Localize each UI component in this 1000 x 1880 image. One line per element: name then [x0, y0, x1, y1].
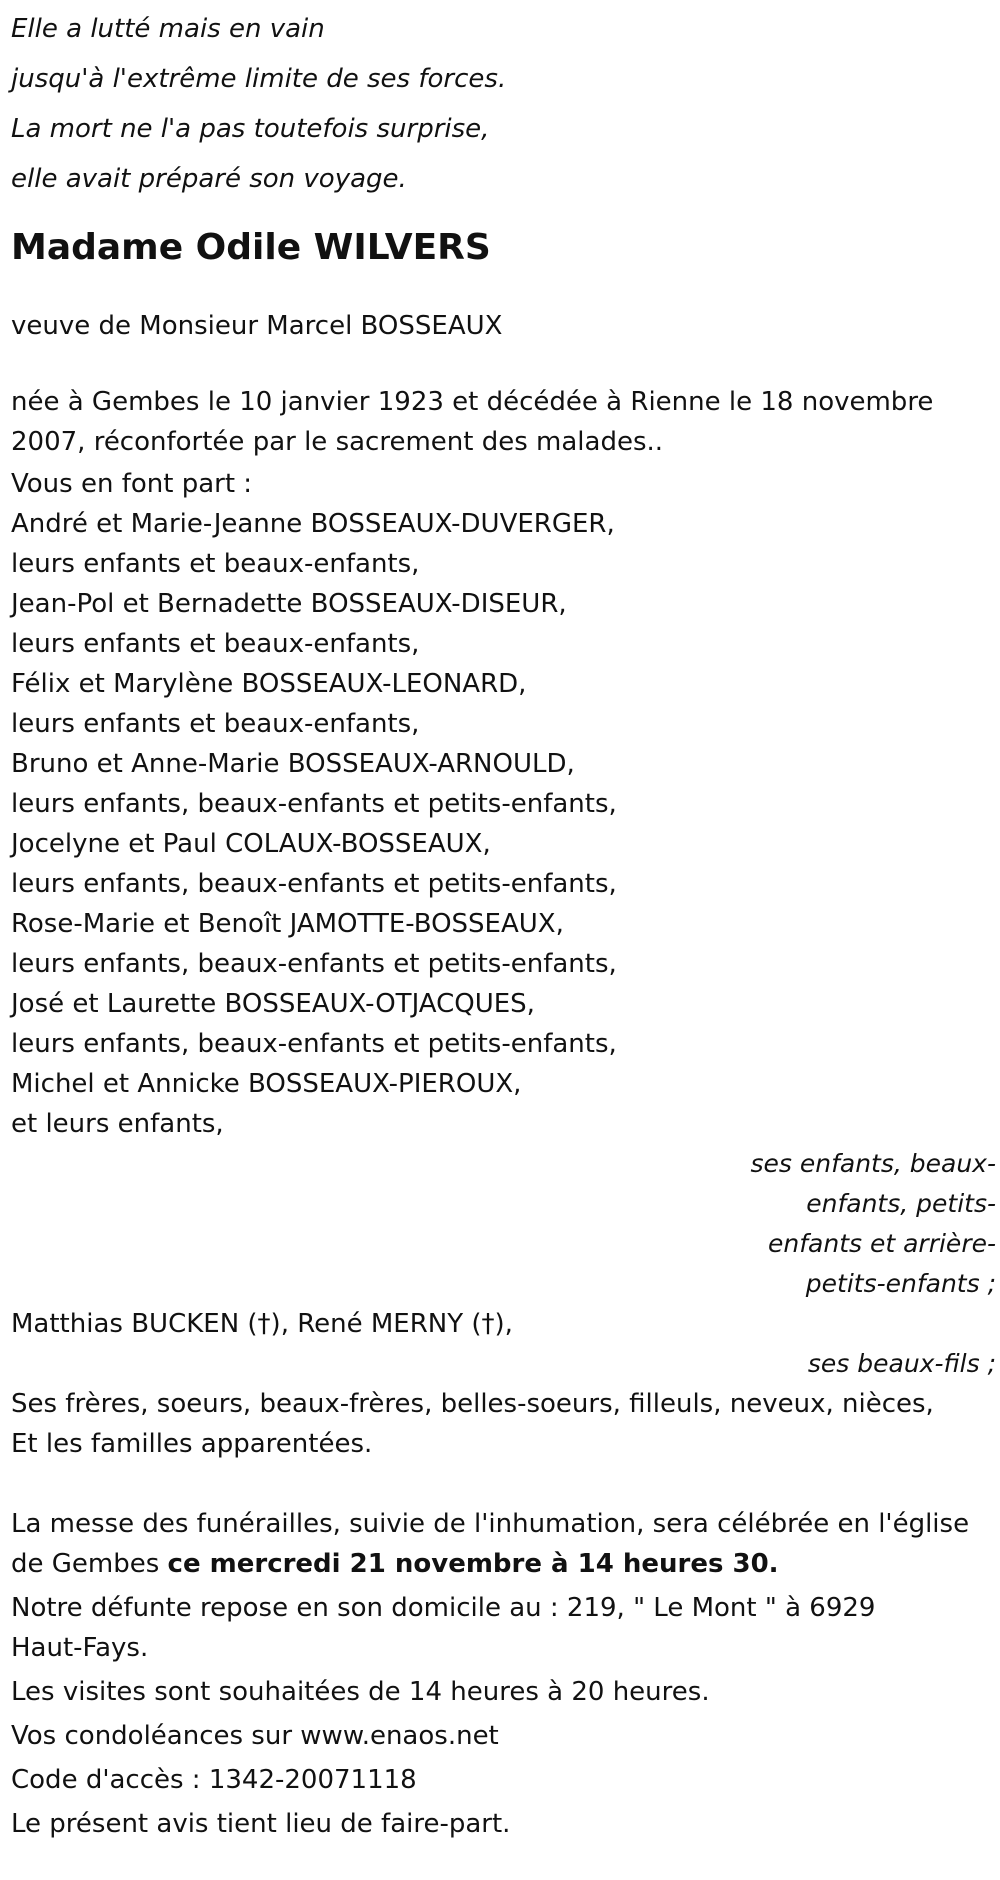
family-line: leurs enfants, beaux-enfants et petits-enfants,	[11, 869, 617, 899]
family-line: José et Laurette BOSSEAUX-OTJACQUES,	[11, 989, 535, 1019]
poem-line: elle avait préparé son voyage.	[11, 164, 407, 194]
funeral-text	[11, 1504, 996, 1584]
family-line: leurs enfants, beaux-enfants et petits-enfants,	[11, 1029, 617, 1059]
family-line: et leurs enfants,	[11, 1109, 224, 1139]
family-line: Michel et Annicke BOSSEAUX-PIEROUX,	[11, 1069, 522, 1099]
access-code-text: Code d'accès : 1342-20071118	[11, 1765, 417, 1795]
children-summary	[11, 1144, 996, 1304]
sons-in-law-summary	[11, 1344, 996, 1384]
funeral-description: La messe des funérailles, suivie de l'inhumation, sera célébrée en l'église de Gembes	[11, 1509, 970, 1579]
children-summary-line: enfants, petits-	[806, 1189, 996, 1218]
announce-intro: Vous en font part :	[11, 469, 253, 499]
birth-death-text: née à Gembes le 10 janvier 1923 et décédée à Rienne le 18 novembre 2007, réconfortée par le sacrement des malades..	[11, 387, 934, 457]
poem-line: La mort ne l'a pas toutefois surprise,	[11, 114, 490, 144]
family-line: leurs enfants, beaux-enfants et petits-enfants,	[11, 789, 617, 819]
poem	[11, 0, 996, 204]
poem-line: jusqu'à l'extrême limite de ses forces.	[11, 64, 507, 94]
repose-text: Notre défunte repose en son domicile au : 219, " Le Mont " à 6929 Haut-Fays.	[11, 1593, 876, 1663]
family-line: leurs enfants et beaux-enfants,	[11, 709, 420, 739]
family-line: Rose-Marie et Benoît JAMOTTE-BOSSEAUX,	[11, 909, 564, 939]
family-line: André et Marie-Jeanne BOSSEAUX-DUVERGER,	[11, 509, 615, 539]
family-line: leurs enfants, beaux-enfants et petits-enfants,	[11, 949, 617, 979]
family-line: Jocelyne et Paul COLAUX-BOSSEAUX,	[11, 829, 491, 859]
spouse-line: veuve de Monsieur Marcel BOSSEAUX	[11, 311, 503, 341]
funeral-date: ce mercredi 21 novembre à 14 heures 30.	[167, 1549, 779, 1579]
obituary-notice	[11, 0, 996, 1844]
family-line: leurs enfants et beaux-enfants,	[11, 629, 420, 659]
deceased-name: Madame Odile WILVERS	[11, 227, 491, 268]
closing-text: Le présent avis tient lieu de faire-part.	[11, 1809, 511, 1839]
family-list	[11, 504, 996, 1144]
sons-in-law-summary-line: ses beaux-fils ;	[807, 1349, 996, 1378]
relatives-line: Ses frères, soeurs, beaux-frères, belles-soeurs, filleuls, neveux, nièces,	[11, 1389, 934, 1419]
family-line: Bruno et Anne-Marie BOSSEAUX-ARNOULD,	[11, 749, 575, 779]
visits-text: Les visites sont souhaitées de 14 heures à 20 heures.	[11, 1677, 710, 1707]
family-line: Félix et Marylène BOSSEAUX-LEONARD,	[11, 669, 527, 699]
poem-line: Elle a lutté mais en vain	[11, 14, 325, 44]
family-line: leurs enfants et beaux-enfants,	[11, 549, 420, 579]
relatives-line: Et les familles apparentées.	[11, 1429, 373, 1459]
sons-in-law-line: Matthias BUCKEN (†), René MERNY (†),	[11, 1309, 513, 1339]
children-summary-line: enfants et arrière-	[768, 1229, 996, 1258]
children-summary-line: ses enfants, beaux-	[750, 1149, 996, 1178]
family-line: Jean-Pol et Bernadette BOSSEAUX-DISEUR,	[11, 589, 567, 619]
condolences-text: Vos condoléances sur www.enaos.net	[11, 1721, 499, 1751]
children-summary-line: petits-enfants ;	[805, 1269, 996, 1298]
